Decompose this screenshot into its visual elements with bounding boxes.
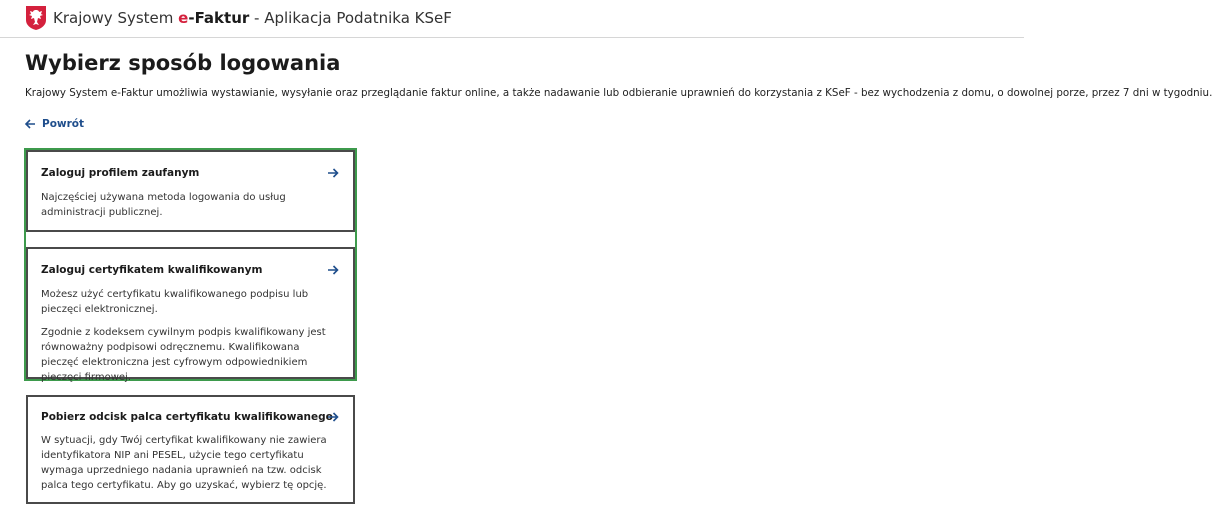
option-trusted-profile[interactable] — [26, 150, 355, 232]
back-label: Powrót — [42, 118, 85, 130]
option-qualified-certificate[interactable] — [26, 247, 355, 383]
option-description: Możesz użyć certyfikatu kwalifikowanego podpisu lub pieczęci elektronicznej. Zgodnie z kodeksem cywilnym podpis kwalifikowany jest równoważny podpisowi odręcznemu. Kwalifikowana pieczęć elektroniczna jest cyfrowym odpowiednikiem pieczęci firmowej. — [41, 289, 326, 383]
brand-name: e-Faktur — [178, 9, 250, 27]
page-title: Wybierz sposób logowania — [25, 51, 341, 75]
intro-text: Krajowy System e-Faktur umożliwia wystawianie, wysyłanie oraz przeglądanie faktur online, a także nadawanie lub odbieranie uprawnień do korzystania z KSeF - bez wychodzenia z domu, o dowolnej porze, przez 7 dni w tygodniu. — [25, 87, 1212, 99]
option-description: W sytuacji, gdy Twój certyfikat kwalifikowany nie zawiera identyfikatora NIP ani PESEL, użycie tego certyfikatu wymaga uprzedniego nadania uprawnień na tzw. odcisk palca tego certyfikatu. Aby go uzyskać, wybierz tę opcję. — [41, 435, 327, 491]
polish-eagle-emblem-icon — [25, 5, 47, 31]
arrow-right-icon — [327, 412, 339, 422]
back-link[interactable] — [25, 118, 84, 130]
top-bar — [0, 0, 1024, 38]
arrow-left-icon — [25, 119, 36, 129]
app-title: Krajowy System e-Faktur - Aplikacja Podatnika KSeF — [53, 9, 452, 27]
option-title: Pobierz odcisk palca certyfikatu kwalifikowanego — [41, 411, 333, 423]
option-certificate-fingerprint[interactable] — [26, 395, 355, 504]
arrow-right-icon — [327, 168, 339, 178]
arrow-right-icon — [327, 265, 339, 275]
option-title: Zaloguj certyfikatem kwalifikowanym — [41, 264, 263, 276]
option-title: Zaloguj profilem zaufanym — [41, 167, 200, 179]
option-description: Najczęściej używana metoda logowania do usług administracji publicznej. — [41, 192, 286, 218]
